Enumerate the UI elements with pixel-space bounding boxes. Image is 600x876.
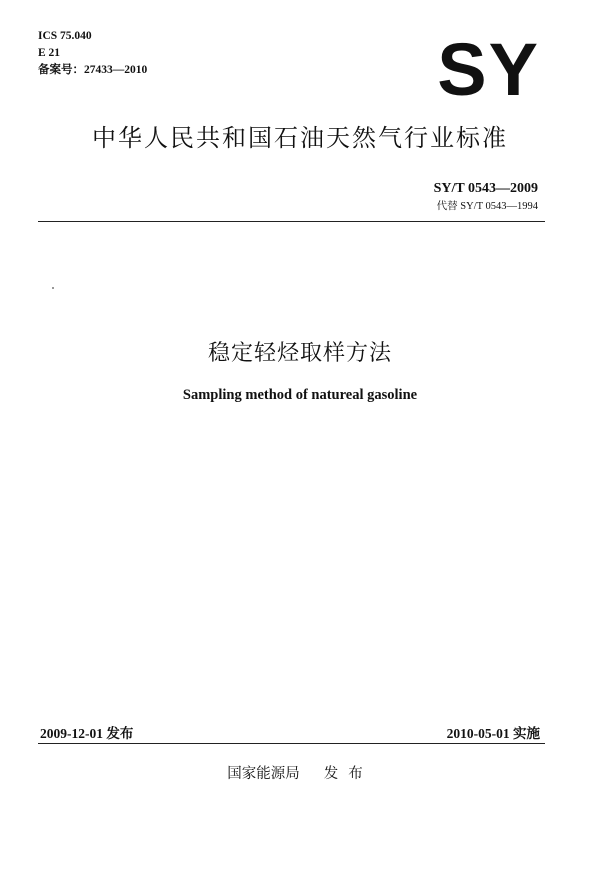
publisher-name: 国家能源局 bbox=[227, 766, 300, 782]
top-divider bbox=[38, 221, 545, 222]
ics-code: ICS 75.040 bbox=[38, 30, 92, 42]
standard-code-block bbox=[434, 180, 538, 216]
sy-logo: SY bbox=[437, 28, 540, 111]
publisher-action: 发布 bbox=[323, 766, 373, 782]
implementation-date: 2010-05-01 实施 bbox=[446, 726, 540, 741]
document-metadata bbox=[38, 28, 147, 79]
issue-date: 2009-12-01 发布 bbox=[40, 726, 134, 741]
bottom-divider bbox=[38, 743, 545, 744]
document-title-english: Sampling method of natureal gasoline bbox=[182, 387, 418, 403]
publisher-line bbox=[0, 762, 600, 783]
standard-number: SY/T 0543—2009 bbox=[433, 181, 538, 196]
record-number: 备案号：27433—2010 bbox=[38, 64, 148, 76]
classification-code: E 21 bbox=[38, 47, 61, 59]
replaces-note: 代替 SY/T 0543—1994 bbox=[436, 201, 538, 212]
scan-speck bbox=[52, 287, 54, 289]
document-title-chinese: 稳定轻烃取样方法 bbox=[207, 341, 392, 366]
standard-category-title: 中华人民共和国石油天然气行业标准 bbox=[92, 124, 508, 152]
